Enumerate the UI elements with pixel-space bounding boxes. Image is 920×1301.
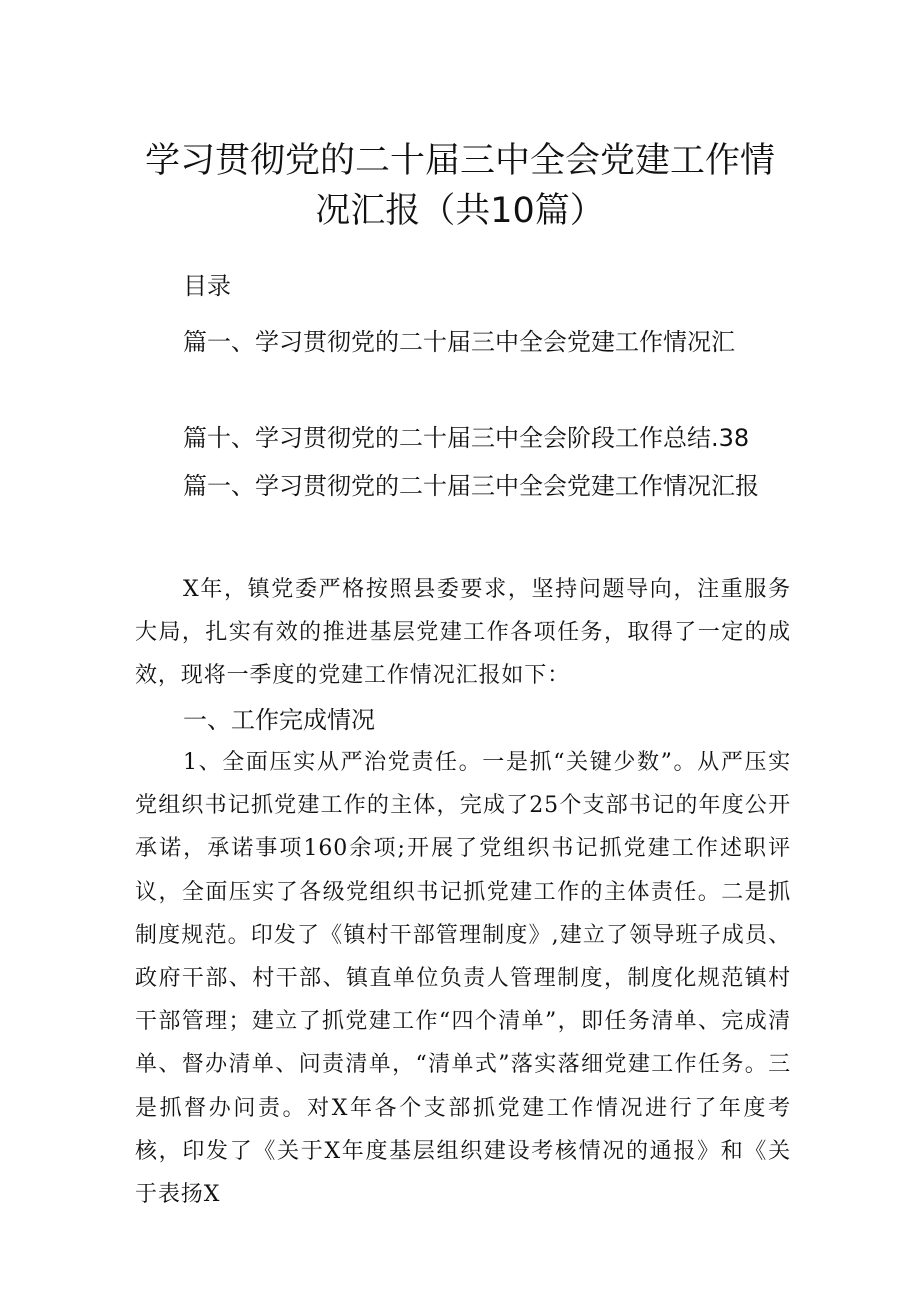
body-paragraph: X年，镇党委严格按照县委要求，坚持问题导向，注重服务大局，扎实有效的推进基层党建工作各项任务，取得了一定的成效，现将一季度的党建工作情况汇报如下： — [135, 577, 791, 689]
article-heading: 篇一、学习贯彻党的二十届三中全会党建工作情况汇报 — [183, 472, 759, 500]
body-paragraph: 1、全面压实从严治党责任。一是抓“关键少数”。从严压实党组织书记抓党建工作的主体，完成了25个支部书记的年度公开承诺，承诺事项160余项;开展了党组织书记抓党建工作述职评议，全面压实了各级党组织书记抓党建工作的主体责任。二是抓制度规范。印发了《镇村干部管理制度》,建立了领导班子成员、政府干部、村干部、镇直单位负责人管理制度，制度化规范镇村干部管理；建立了抓党建工作“四个清单”，即任务清单、完成清单、督办清单、问责清单，“清单式”落实落细党建工作任务。三是抓督办问责。对X年各个支部抓党建工作情况进行了年度考核，印发了《关于X年度基层组织建设考核情况的通报》和《关于表扬X — [135, 750, 791, 1208]
toc-item: 篇一、学习贯彻党的二十届三中全会党建工作情况汇 — [183, 328, 735, 356]
toc-label: 目录 — [183, 272, 231, 300]
section-heading: 一、工作完成情况 — [183, 706, 375, 734]
document-title-line-1: 学习贯彻党的二十届三中全会党建工作情 — [144, 141, 775, 181]
document-title-line-2: 况汇报（共10篇） — [315, 191, 605, 231]
toc-item: 篇十、学习贯彻党的二十届三中全会阶段工作总结.38 — [183, 424, 750, 452]
